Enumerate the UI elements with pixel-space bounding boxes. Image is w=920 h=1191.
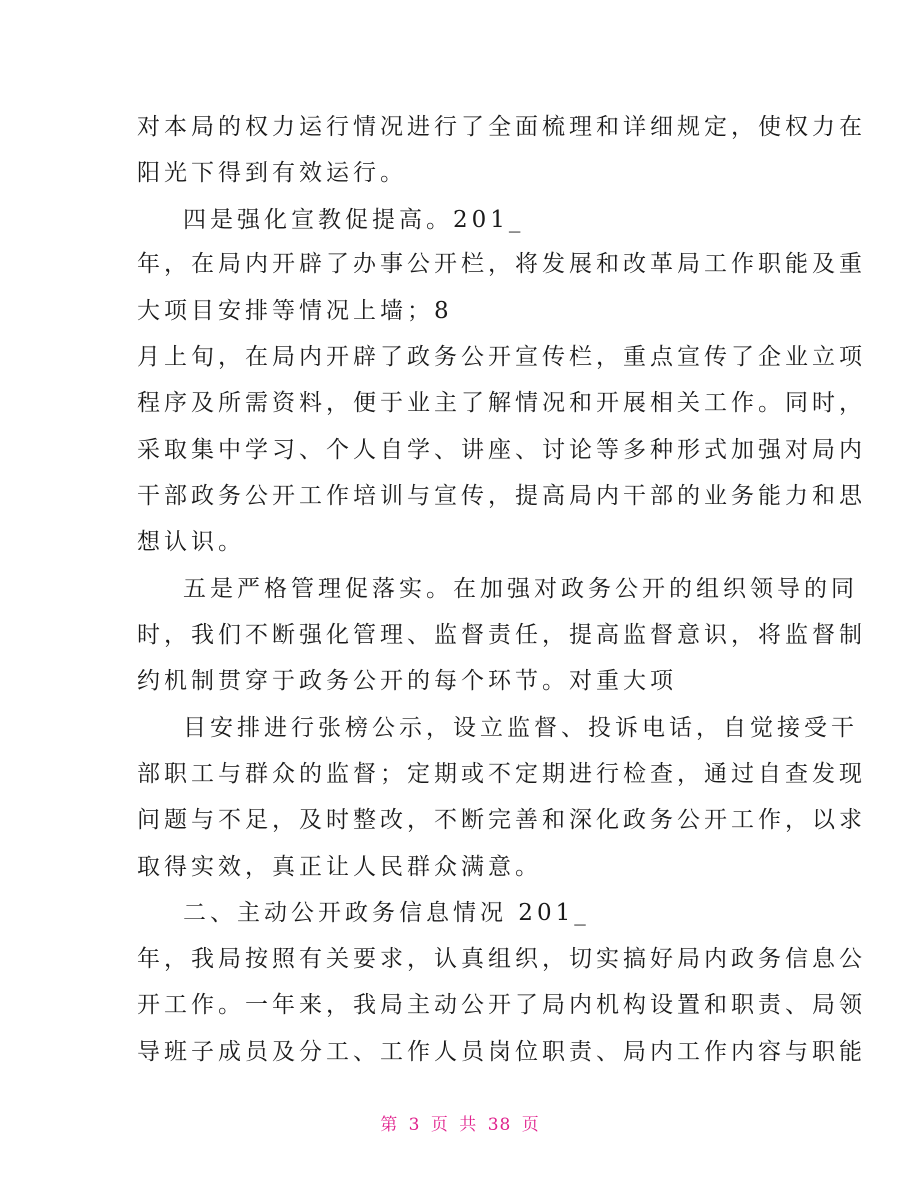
footer-total-label: 共 — [459, 1115, 478, 1135]
body-line-11: 五是严格管理促落实。在加强对政务公开的组织领导的同 — [183, 576, 858, 602]
body-line-21: 导班子成员及分工、工作人员岗位职责、局内工作内容与职能 — [137, 1039, 866, 1065]
body-line-9: 干部政务公开工作培训与宣传，提高局内干部的业务能力和思 — [137, 483, 866, 509]
body-line-10: 想认识。 — [137, 529, 245, 555]
body-line-12: 时，我们不断强化管理、监督责任，提高监督意识，将监督制 — [137, 622, 866, 648]
body-line-1: 对本局的权力运行情况进行了全面梳理和详细规定，使权力在 — [137, 114, 866, 140]
body-line-20: 开工作。一年来，我局主动公开了局内机构设置和职责、局领 — [137, 992, 866, 1018]
footer-page-number: 3 — [408, 1115, 421, 1135]
body-line-5: 大项目安排等情况上墙；8 — [137, 298, 453, 324]
body-line-15: 部职工与群众的监督；定期或不定期进行检查，通过自查发现 — [137, 761, 866, 787]
body-line-19: 年，我局按照有关要求，认真组织，切实搞好局内政务信息公 — [137, 946, 866, 972]
body-line-13: 约机制贯穿于政务公开的每个环节。对重大项 — [137, 668, 677, 694]
body-line-14: 目安排进行张榜公示，设立监督、投诉电话，自觉接受干 — [183, 715, 858, 741]
body-line-16: 问题与不足，及时整改，不断完善和深化政务公开工作，以求 — [137, 807, 866, 833]
footer-total-pages: 38 — [487, 1115, 512, 1135]
footer-page-label: 第 — [380, 1115, 399, 1135]
body-line-2: 阳光下得到有效运行。 — [137, 160, 407, 186]
body-line-8: 采取集中学习、个人自学、讲座、讨论等多种形式加强对局内 — [137, 437, 866, 463]
footer-total-unit: 页 — [521, 1115, 540, 1135]
body-line-6: 月上旬，在局内开辟了政务公开宣传栏，重点宣传了企业立项 — [137, 344, 866, 370]
body-line-18: 二、主动公开政务信息情况 201_ — [183, 900, 590, 926]
body-line-4: 年，在局内开辟了办事公开栏，将发展和改革局工作职能及重 — [137, 251, 866, 277]
footer-page-unit: 页 — [430, 1115, 449, 1135]
page-footer — [0, 1114, 920, 1136]
body-line-3: 四是强化宣教促提高。201_ — [183, 207, 525, 233]
body-line-7: 程序及所需资料，便于业主了解情况和开展相关工作。同时， — [137, 390, 866, 416]
body-line-17: 取得实效，真正让人民群众满意。 — [137, 854, 542, 880]
